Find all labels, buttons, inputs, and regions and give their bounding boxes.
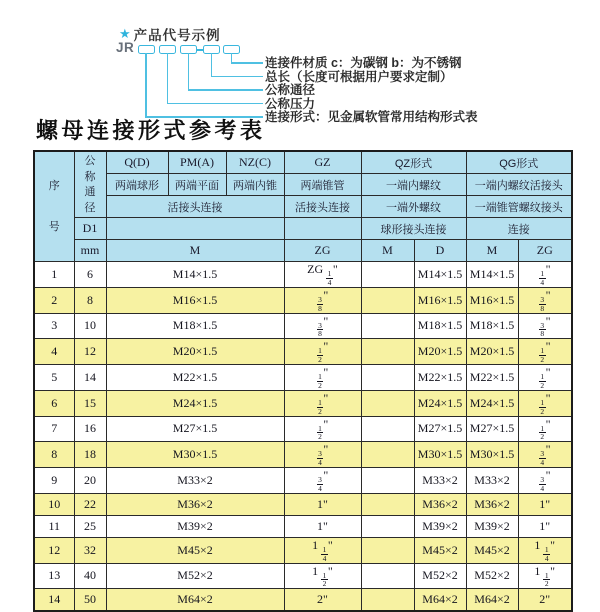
- dn-cell: 50: [74, 589, 106, 612]
- qz-m-cell: [361, 515, 414, 537]
- dn-cell: 15: [74, 390, 106, 416]
- header-mm: mm: [74, 240, 106, 262]
- qg-m-cell: M20×1.5: [466, 339, 518, 365]
- connector-horizontal-line: [188, 89, 264, 91]
- connector-horizontal-line: [211, 76, 264, 78]
- header-pm: PM(A): [168, 151, 226, 174]
- header-blank-left: [106, 218, 284, 240]
- table-row: [34, 515, 572, 537]
- table-row: [34, 468, 572, 494]
- dn-cell: 6: [74, 262, 106, 288]
- dn-cell: 14: [74, 365, 106, 391]
- qz-d-cell: M30×1.5: [414, 442, 466, 468]
- m-cell: M20×1.5: [106, 339, 284, 365]
- connector-horizontal-line: [231, 62, 264, 64]
- qg-zg-cell: 2": [518, 589, 572, 612]
- m-cell: M52×2: [106, 563, 284, 589]
- label-material: 连接件材质 c：为碳钢 b：为不锈钢: [265, 56, 462, 70]
- qz-m-cell: [361, 468, 414, 494]
- qg-zg-cell: 1 $\frac{1}{4}$ ": [518, 537, 572, 563]
- qz-m-cell: [361, 416, 414, 442]
- label-nominal-diameter: 公称通径: [265, 83, 316, 97]
- qg-m-cell: M33×2: [466, 468, 518, 494]
- header-nz-sub: 两端内锥: [226, 174, 284, 196]
- seq-cell: 2: [34, 287, 74, 313]
- qg-zg-cell: $\frac{3}{4}$ ": [518, 442, 572, 468]
- qz-d-cell: M52×2: [414, 563, 466, 589]
- seq-cell: 11: [34, 515, 74, 537]
- seq-cell: 8: [34, 442, 74, 468]
- qz-d-cell: M36×2: [414, 493, 466, 515]
- connector-vertical-line: [167, 53, 169, 104]
- header-pm-sub: 两端平面: [168, 174, 226, 196]
- table-row: [34, 339, 572, 365]
- qg-m-cell: M24×1.5: [466, 390, 518, 416]
- dn-cell: 40: [74, 563, 106, 589]
- gz-cell: $\frac{1}{2}$ ": [284, 365, 361, 391]
- seq-cell: 1: [34, 262, 74, 288]
- gz-cell: $\frac{1}{2}$ ": [284, 390, 361, 416]
- qg-m-cell: M52×2: [466, 563, 518, 589]
- table-row: [34, 442, 572, 468]
- label-length: 总长（长度可根据用户要求定制）: [265, 69, 453, 84]
- qz-m-cell: [361, 365, 414, 391]
- table-row: [34, 262, 572, 288]
- header-m: M: [106, 240, 284, 262]
- header-qz-connection: 球形接头连接: [361, 218, 466, 240]
- dn-cell: 12: [74, 339, 106, 365]
- gz-cell: 1 $\frac{1}{2}$ ": [284, 563, 361, 589]
- nut-connection-reference-table: [33, 150, 573, 612]
- gz-cell: 1": [284, 493, 361, 515]
- qg-zg-cell: $\frac{1}{2}$ ": [518, 365, 572, 391]
- label-connection-form: 连接形式：见金属软管常用结构形式表: [265, 110, 478, 124]
- table-row: [34, 537, 572, 563]
- qz-d-cell: M18×1.5: [414, 313, 466, 339]
- header-q-sub: 两端球形: [106, 174, 168, 196]
- table-row: [34, 365, 572, 391]
- table-row: [34, 589, 572, 612]
- qg-zg-cell: $\frac{3}{8}$ ": [518, 287, 572, 313]
- header-qz: QZ形式: [361, 151, 466, 174]
- qg-m-cell: M45×2: [466, 537, 518, 563]
- header-qg-sub1: 一端内螺纹活接头: [466, 174, 572, 196]
- connector-vertical-line: [211, 53, 213, 77]
- table-row: [34, 287, 572, 313]
- m-cell: M45×2: [106, 537, 284, 563]
- dn-cell: 25: [74, 515, 106, 537]
- qz-m-cell: [361, 287, 414, 313]
- table-title: 螺母连接形式参考表: [36, 118, 266, 143]
- qz-m-cell: [361, 493, 414, 515]
- diagram-title-text: 产品代号示例: [133, 28, 221, 43]
- header-gz-sub: 两端锥管: [284, 174, 361, 196]
- qz-d-cell: M33×2: [414, 468, 466, 494]
- m-cell: M39×2: [106, 515, 284, 537]
- qg-m-cell: M14×1.5: [466, 262, 518, 288]
- header-qg-connection: 连接: [466, 218, 572, 240]
- qg-m-cell: M39×2: [466, 515, 518, 537]
- qz-d-cell: M24×1.5: [414, 390, 466, 416]
- gz-cell: $\frac{3}{8}$ ": [284, 287, 361, 313]
- table-body: [34, 262, 572, 612]
- qz-m-cell: [361, 442, 414, 468]
- header-qg-sub2: 一端锥管螺纹接头: [466, 196, 572, 218]
- header-zg: ZG: [284, 240, 361, 262]
- table-row: [34, 313, 572, 339]
- qz-d-cell: M27×1.5: [414, 416, 466, 442]
- m-cell: M27×1.5: [106, 416, 284, 442]
- qg-zg-cell: $\frac{1}{2}$ ": [518, 390, 572, 416]
- seq-cell: 13: [34, 563, 74, 589]
- dn-cell: 20: [74, 468, 106, 494]
- gz-cell: $\frac{3}{4}$ ": [284, 442, 361, 468]
- table-row: [34, 493, 572, 515]
- qz-m-cell: [361, 589, 414, 612]
- gz-cell: $\frac{1}{2}$ ": [284, 339, 361, 365]
- seq-cell: 14: [34, 589, 74, 612]
- header-gz: GZ: [284, 151, 361, 174]
- dn-cell: 32: [74, 537, 106, 563]
- dn-cell: 16: [74, 416, 106, 442]
- seq-cell: 4: [34, 339, 74, 365]
- qz-d-cell: M14×1.5: [414, 262, 466, 288]
- m-cell: M24×1.5: [106, 390, 284, 416]
- header-nz: NZ(C): [226, 151, 284, 174]
- m-cell: M36×2: [106, 493, 284, 515]
- seq-cell: 3: [34, 313, 74, 339]
- qg-m-cell: M30×1.5: [466, 442, 518, 468]
- qz-d-cell: M64×2: [414, 589, 466, 612]
- qz-m-cell: [361, 313, 414, 339]
- gz-cell: $\frac{1}{2}$ ": [284, 416, 361, 442]
- seq-cell: 12: [34, 537, 74, 563]
- dn-cell: 18: [74, 442, 106, 468]
- qg-m-cell: M18×1.5: [466, 313, 518, 339]
- gz-cell: 1 $\frac{1}{4}$ ": [284, 537, 361, 563]
- header-qz-sub1: 一端内螺纹: [361, 174, 466, 196]
- header-gz-connection: 活接头连接: [284, 196, 361, 218]
- m-cell: M22×1.5: [106, 365, 284, 391]
- seq-cell: 7: [34, 416, 74, 442]
- qg-m-cell: M27×1.5: [466, 416, 518, 442]
- gz-cell: ZG $\frac{1}{4}$ ": [284, 262, 361, 288]
- qz-m-cell: [361, 390, 414, 416]
- qz-d-cell: M16×1.5: [414, 287, 466, 313]
- qg-zg-cell: $\frac{1}{2}$ ": [518, 416, 572, 442]
- qg-m-cell: M64×2: [466, 589, 518, 612]
- m-cell: M33×2: [106, 468, 284, 494]
- qg-zg-cell: $\frac{3}{4}$ ": [518, 468, 572, 494]
- seq-cell: 10: [34, 493, 74, 515]
- gz-cell: 2": [284, 589, 361, 612]
- header-dn: 公 称 通 径: [74, 151, 106, 218]
- m-cell: M14×1.5: [106, 262, 284, 288]
- qz-m-cell: [361, 339, 414, 365]
- qz-d-cell: M22×1.5: [414, 365, 466, 391]
- connector-vertical-line: [145, 53, 147, 118]
- qz-m-cell: [361, 537, 414, 563]
- header-seq: 序 号: [34, 151, 74, 262]
- seq-cell: 5: [34, 365, 74, 391]
- qg-m-cell: M16×1.5: [466, 287, 518, 313]
- header-qg-zg: ZG: [518, 240, 572, 262]
- code-prefix: JR: [116, 40, 135, 55]
- table-row: [34, 416, 572, 442]
- m-cell: M16×1.5: [106, 287, 284, 313]
- connector-vertical-line: [188, 53, 190, 91]
- qg-zg-cell: 1": [518, 515, 572, 537]
- qg-zg-cell: 1 $\frac{1}{2}$ ": [518, 563, 572, 589]
- header-qz-m: M: [361, 240, 414, 262]
- qg-m-cell: M36×2: [466, 493, 518, 515]
- m-cell: M18×1.5: [106, 313, 284, 339]
- table-row: [34, 390, 572, 416]
- header-qz-d: D: [414, 240, 466, 262]
- star-icon: ★: [119, 26, 132, 41]
- qz-d-cell: M20×1.5: [414, 339, 466, 365]
- gz-cell: $\frac{3}{8}$ ": [284, 313, 361, 339]
- header-blank-gz: [284, 218, 361, 240]
- dn-cell: 8: [74, 287, 106, 313]
- gz-cell: $\frac{3}{4}$ ": [284, 468, 361, 494]
- gz-cell: 1": [284, 515, 361, 537]
- qz-d-cell: M39×2: [414, 515, 466, 537]
- connector-horizontal-line: [167, 103, 264, 105]
- header-d1: D1: [74, 218, 106, 240]
- header-qg: QG形式: [466, 151, 572, 174]
- header-qz-sub2: 一端外螺纹: [361, 196, 466, 218]
- dn-cell: 22: [74, 493, 106, 515]
- qz-d-cell: M45×2: [414, 537, 466, 563]
- header-qg-m: M: [466, 240, 518, 262]
- table-header: [34, 151, 572, 262]
- qg-zg-cell: 1": [518, 493, 572, 515]
- qg-zg-cell: $\frac{3}{8}$ ": [518, 313, 572, 339]
- m-cell: M64×2: [106, 589, 284, 612]
- qz-m-cell: [361, 262, 414, 288]
- qg-zg-cell: $\frac{1}{2}$ ": [518, 339, 572, 365]
- seq-cell: 9: [34, 468, 74, 494]
- header-union-connection: 活接头连接: [106, 196, 284, 218]
- seq-cell: 6: [34, 390, 74, 416]
- qg-zg-cell: $\frac{1}{4}$ ": [518, 262, 572, 288]
- dn-cell: 10: [74, 313, 106, 339]
- header-q: Q(D): [106, 151, 168, 174]
- qg-m-cell: M22×1.5: [466, 365, 518, 391]
- m-cell: M30×1.5: [106, 442, 284, 468]
- label-nominal-pressure: 公称压力: [265, 96, 316, 111]
